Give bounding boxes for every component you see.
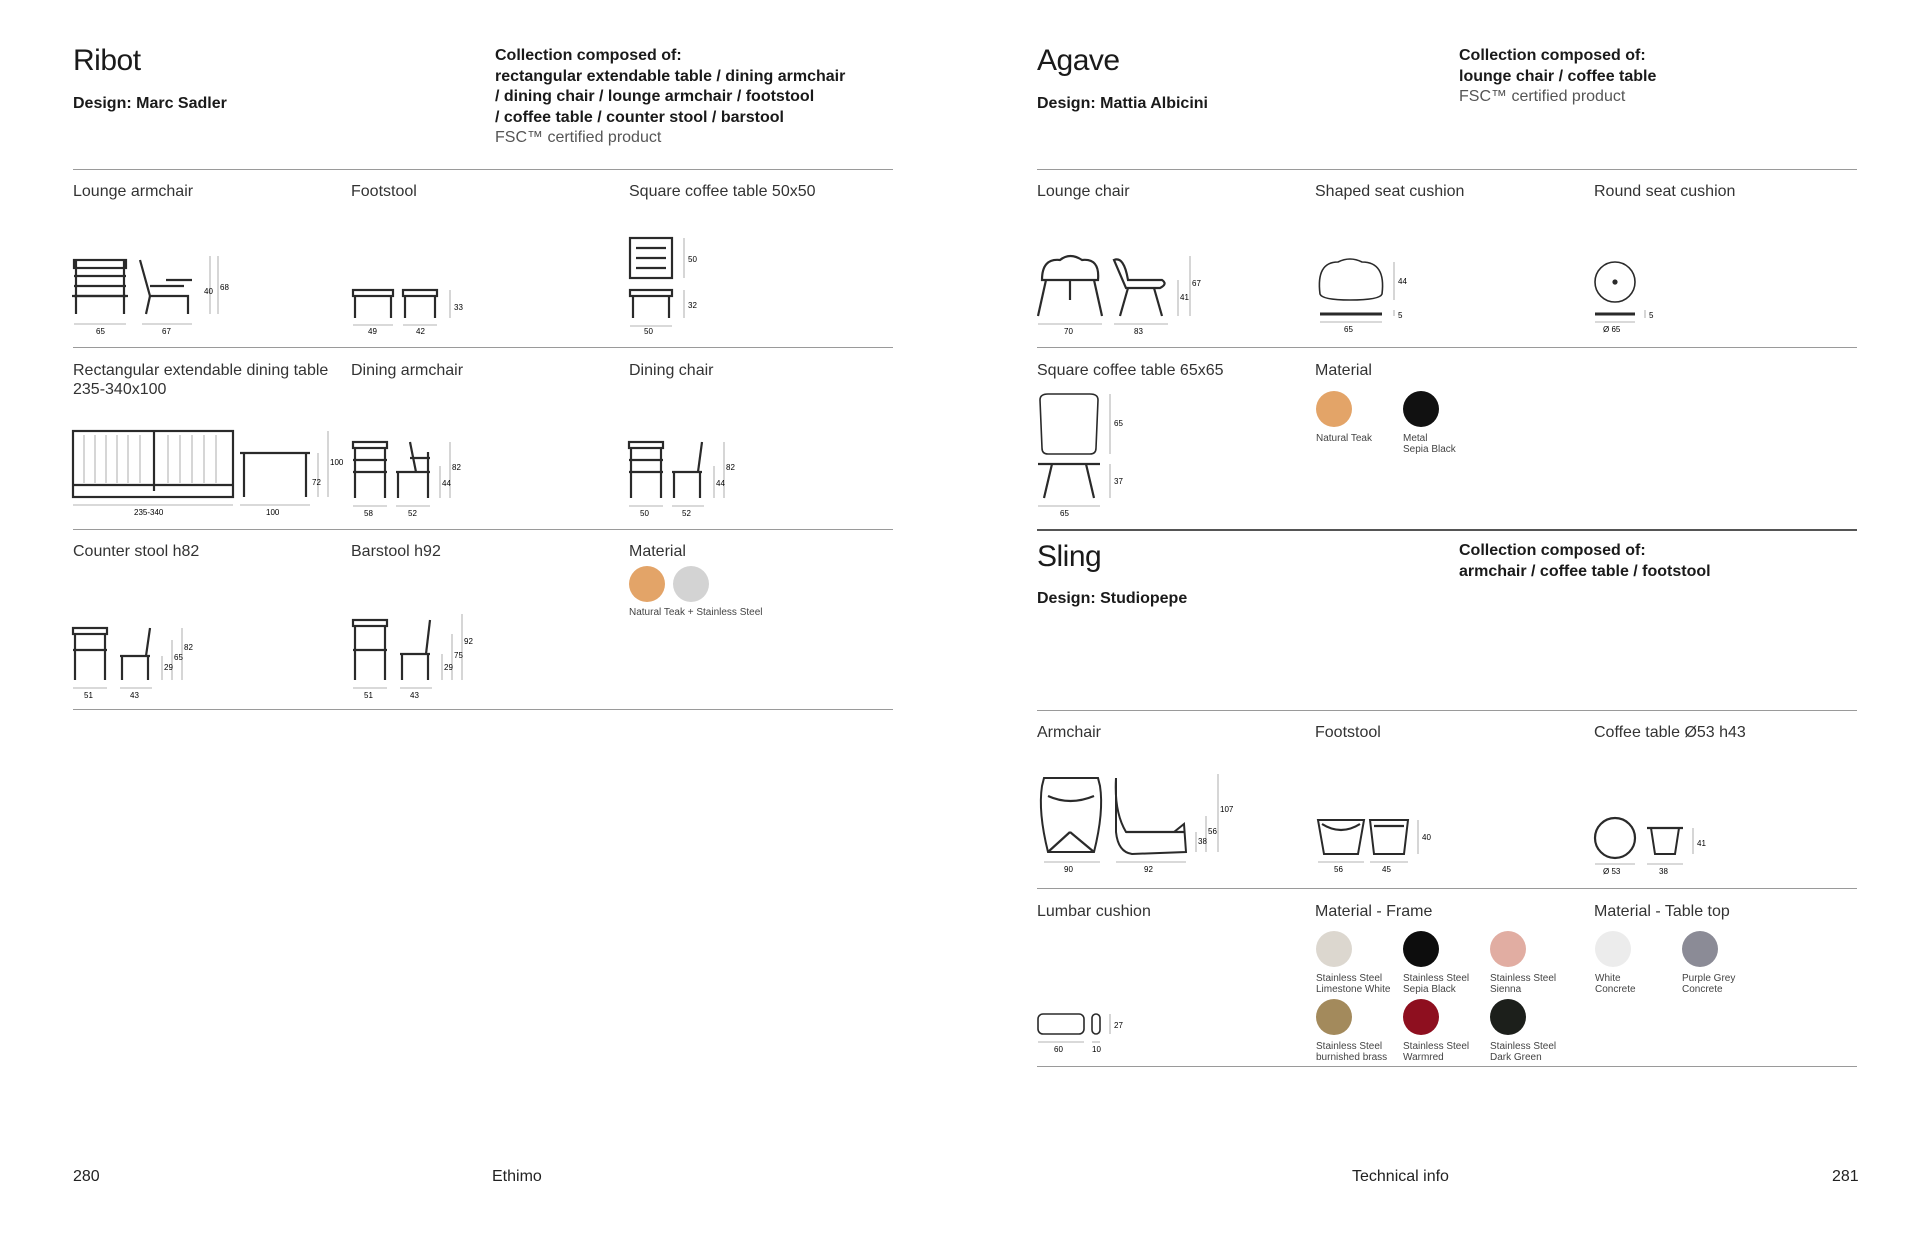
material-swatch — [1403, 999, 1439, 1035]
divider — [73, 347, 893, 348]
dining-table-label-line-2: 235-340x100 — [73, 381, 167, 398]
dim-label: 38 — [1659, 867, 1668, 876]
swatch-caption — [1682, 973, 1766, 995]
divider — [1037, 347, 1857, 348]
dim-label: 40 — [204, 287, 213, 296]
swatch-caption-line: Stainless Steel — [1490, 1041, 1557, 1052]
dim-label: Ø 65 — [1603, 325, 1621, 334]
swatch-caption — [1316, 433, 1396, 444]
dim-label: 82 — [184, 643, 193, 652]
sling-title: Sling — [1037, 540, 1102, 573]
ribot-designer: Design: Marc Sadler — [73, 95, 227, 112]
swatch-caption-line: Dark Green — [1490, 1052, 1542, 1063]
cell-label-dining-armchair: Dining armchair — [351, 362, 464, 379]
swatch-caption-line: Sienna — [1490, 984, 1522, 995]
cell-label-lumbar-cushion: Lumbar cushion — [1037, 903, 1151, 920]
swatch-natural-teak — [629, 566, 665, 602]
dim-label: Ø 53 — [1603, 867, 1621, 876]
agave-collection — [1459, 46, 1839, 108]
dim-label: 82 — [452, 463, 461, 472]
dim-label: 5 — [1398, 311, 1403, 320]
cell-label-dining-chair: Dining chair — [629, 362, 714, 379]
swatch-caption — [1403, 1041, 1487, 1063]
dining-armchair-drawing — [350, 436, 470, 520]
dim-label: 42 — [416, 327, 425, 336]
swatch-sepia-black — [1403, 391, 1439, 427]
dim-label: 44 — [442, 479, 451, 488]
dim-label: 44 — [716, 479, 725, 488]
cell-label-footstool: Footstool — [351, 183, 417, 200]
cell-label-sling-coffee-table: Coffee table Ø53 h43 — [1594, 724, 1746, 741]
dim-label: 29 — [164, 663, 173, 672]
dim-label: 70 — [1064, 327, 1073, 336]
divider — [1037, 169, 1857, 170]
swatch-caption-line: Sepia Black — [1403, 444, 1456, 455]
dim-label: 65 — [1114, 419, 1123, 428]
material-swatch — [1490, 931, 1526, 967]
dim-label: 92 — [464, 637, 473, 646]
dim-label: 38 — [1198, 837, 1207, 846]
ribot-collection-heading: Collection composed of: — [495, 47, 682, 64]
swatch-caption-line: Metal — [1403, 433, 1428, 444]
footstool-drawing — [350, 280, 470, 336]
dim-label: 60 — [1054, 1045, 1063, 1054]
dim-label: 82 — [726, 463, 735, 472]
dim-label: 235-340 — [134, 508, 164, 517]
agave-fsc-note: FSC™ certified product — [1459, 88, 1626, 105]
dim-label: 100 — [266, 508, 280, 517]
swatch-caption-line: Stainless Steel — [1316, 973, 1383, 984]
swatch-caption — [1316, 973, 1400, 995]
cell-label-material: Material — [629, 543, 686, 560]
cell-label-sling-armchair: Armchair — [1037, 724, 1102, 741]
agave-title: Agave — [1037, 44, 1120, 77]
page-number-left: 280 — [73, 1168, 100, 1185]
dim-label: 41 — [1697, 839, 1706, 848]
dim-label: 27 — [1114, 1021, 1123, 1030]
round-cushion-drawing — [1591, 260, 1671, 336]
ribot-collection — [495, 46, 875, 149]
sling-designer: Design: Studiopepe — [1037, 590, 1188, 607]
dim-label: 107 — [1220, 805, 1234, 814]
dim-label: 67 — [1192, 279, 1201, 288]
material-swatch — [1316, 931, 1352, 967]
dim-label: 58 — [364, 509, 373, 518]
sling-collection-heading: Collection composed of: — [1459, 542, 1646, 559]
dining-table-drawing — [70, 425, 344, 519]
ribot-collection-line-3: / coffee table / counter stool / barstool — [495, 108, 784, 126]
cell-label-material-table-top: Material - Table top — [1594, 903, 1730, 920]
agave-collection-heading: Collection composed of: — [1459, 47, 1646, 64]
swatch-caption-line: Concrete — [1595, 984, 1636, 995]
agave-coffee-table-drawing — [1034, 390, 1134, 520]
swatch-caption-line: Natural Teak — [1316, 433, 1372, 444]
ribot-fsc-note: FSC™ certified product — [495, 129, 662, 146]
dim-label: 51 — [364, 691, 373, 700]
dim-label: 67 — [162, 327, 171, 336]
ribot-collection-line-2: / dining chair / lounge armchair / footstool — [495, 88, 815, 105]
lounge-armchair-drawing — [70, 250, 230, 336]
divider — [73, 169, 893, 170]
material-swatch — [1595, 931, 1631, 967]
swatch-caption — [1316, 1041, 1400, 1063]
cell-label-agave-material: Material — [1315, 362, 1372, 379]
divider — [1037, 710, 1857, 711]
sling-collection — [1459, 541, 1839, 582]
dim-label: 33 — [454, 303, 463, 312]
swatch-caption — [1490, 1041, 1574, 1063]
material-caption: Natural Teak + Stainless Steel — [629, 607, 763, 618]
cell-label-dining-table — [73, 361, 328, 399]
dim-label: 92 — [1144, 865, 1153, 874]
divider — [1037, 1066, 1857, 1067]
swatch-stainless-steel — [673, 566, 709, 602]
cell-label-agave-coffee-table: Square coffee table 65x65 — [1037, 362, 1224, 379]
dim-label: 83 — [1134, 327, 1143, 336]
section-divider — [1037, 529, 1857, 531]
dim-label: 72 — [312, 478, 321, 487]
dim-label: 43 — [130, 691, 139, 700]
dim-label: 37 — [1114, 477, 1123, 486]
agave-collection-line-1: lounge chair / coffee table — [1459, 67, 1657, 85]
material-swatch — [1682, 931, 1718, 967]
sling-coffee-table-drawing — [1591, 816, 1721, 878]
swatch-caption-line: White — [1595, 973, 1621, 984]
dim-label: 5 — [1649, 311, 1654, 320]
cell-label-lounge-armchair: Lounge armchair — [73, 183, 194, 200]
barstool-drawing — [350, 604, 480, 700]
swatch-caption — [1595, 973, 1679, 995]
cell-label-sling-footstool: Footstool — [1315, 724, 1381, 741]
dim-label: 68 — [220, 283, 229, 292]
agave-designer: Design: Mattia Albicini — [1037, 95, 1208, 112]
divider — [73, 529, 893, 530]
dim-label: 41 — [1180, 293, 1189, 302]
counter-stool-drawing — [70, 610, 200, 700]
dim-label: 75 — [454, 651, 463, 660]
ribot-coffee-table-drawing — [626, 234, 706, 336]
divider — [73, 709, 893, 710]
dim-label: 100 — [330, 458, 344, 467]
sling-collection-line-1: armchair / coffee table / footstool — [1459, 562, 1711, 580]
cell-label-material-frame: Material - Frame — [1315, 903, 1433, 920]
swatch-caption-line: Concrete — [1682, 984, 1723, 995]
dim-label: 51 — [84, 691, 93, 700]
ribot-title: Ribot — [73, 44, 141, 77]
dim-label: 40 — [1422, 833, 1431, 842]
dim-label: 29 — [444, 663, 453, 672]
cell-label-lounge-chair: Lounge chair — [1037, 183, 1130, 200]
material-swatch — [1490, 999, 1526, 1035]
swatch-caption-line: burnished brass — [1316, 1052, 1388, 1063]
dim-label: 65 — [1060, 509, 1069, 518]
dim-label: 65 — [1344, 325, 1353, 334]
page-number-right: 281 — [1832, 1168, 1859, 1185]
dim-label: 44 — [1398, 277, 1407, 286]
dim-label: 52 — [408, 509, 417, 518]
dim-label: 50 — [640, 509, 649, 518]
cell-label-shaped-seat-cushion: Shaped seat cushion — [1315, 183, 1465, 200]
dim-label: 90 — [1064, 865, 1073, 874]
swatch-caption-line: Purple Grey — [1682, 973, 1736, 984]
dim-label: 65 — [96, 327, 105, 336]
dim-label: 56 — [1208, 827, 1217, 836]
swatch-natural-teak — [1316, 391, 1352, 427]
dim-label: 65 — [174, 653, 183, 662]
lumbar-cushion-drawing — [1034, 1008, 1154, 1058]
dim-label: 45 — [1382, 865, 1391, 874]
footer-brand: Ethimo — [492, 1168, 542, 1185]
cell-label-round-seat-cushion: Round seat cushion — [1594, 183, 1736, 200]
dim-label: 50 — [644, 327, 653, 336]
footer-section: Technical info — [1352, 1168, 1449, 1185]
dining-chair-drawing — [626, 436, 746, 520]
swatch-caption — [1403, 973, 1487, 995]
swatch-caption — [1403, 433, 1483, 455]
cell-label-counter-stool: Counter stool h82 — [73, 543, 200, 560]
agave-lounge-chair-drawing — [1034, 250, 1204, 336]
dim-label: 32 — [688, 301, 697, 310]
material-swatch — [1403, 931, 1439, 967]
dining-table-label-line-1: Rectangular extendable dining table — [73, 362, 329, 379]
dim-label: 10 — [1092, 1045, 1101, 1054]
cell-label-barstool: Barstool h92 — [351, 543, 441, 560]
shaped-cushion-drawing — [1314, 256, 1414, 336]
swatch-caption — [1490, 973, 1574, 995]
sling-footstool-drawing — [1314, 814, 1434, 878]
cell-label-square-coffee-table: Square coffee table 50x50 — [629, 183, 816, 200]
swatch-caption-line: Stainless Steel — [1403, 973, 1470, 984]
swatch-caption-line: Stainless Steel — [1403, 1041, 1470, 1052]
sling-armchair-drawing — [1034, 772, 1234, 878]
dim-label: 50 — [688, 255, 697, 264]
material-swatch — [1316, 999, 1352, 1035]
dim-label: 49 — [368, 327, 377, 336]
swatch-caption-line: Stainless Steel — [1316, 1041, 1383, 1052]
ribot-collection-line-1: rectangular extendable table / dining armchair — [495, 67, 846, 85]
swatch-caption-line: Sepia Black — [1403, 984, 1456, 995]
swatch-caption-line: Warmred — [1403, 1052, 1444, 1063]
dim-label: 52 — [682, 509, 691, 518]
swatch-caption-line: Stainless Steel — [1490, 973, 1557, 984]
dim-label: 43 — [410, 691, 419, 700]
swatch-caption-line: Limestone White — [1316, 984, 1391, 995]
divider — [1037, 888, 1857, 889]
dim-label: 56 — [1334, 865, 1343, 874]
